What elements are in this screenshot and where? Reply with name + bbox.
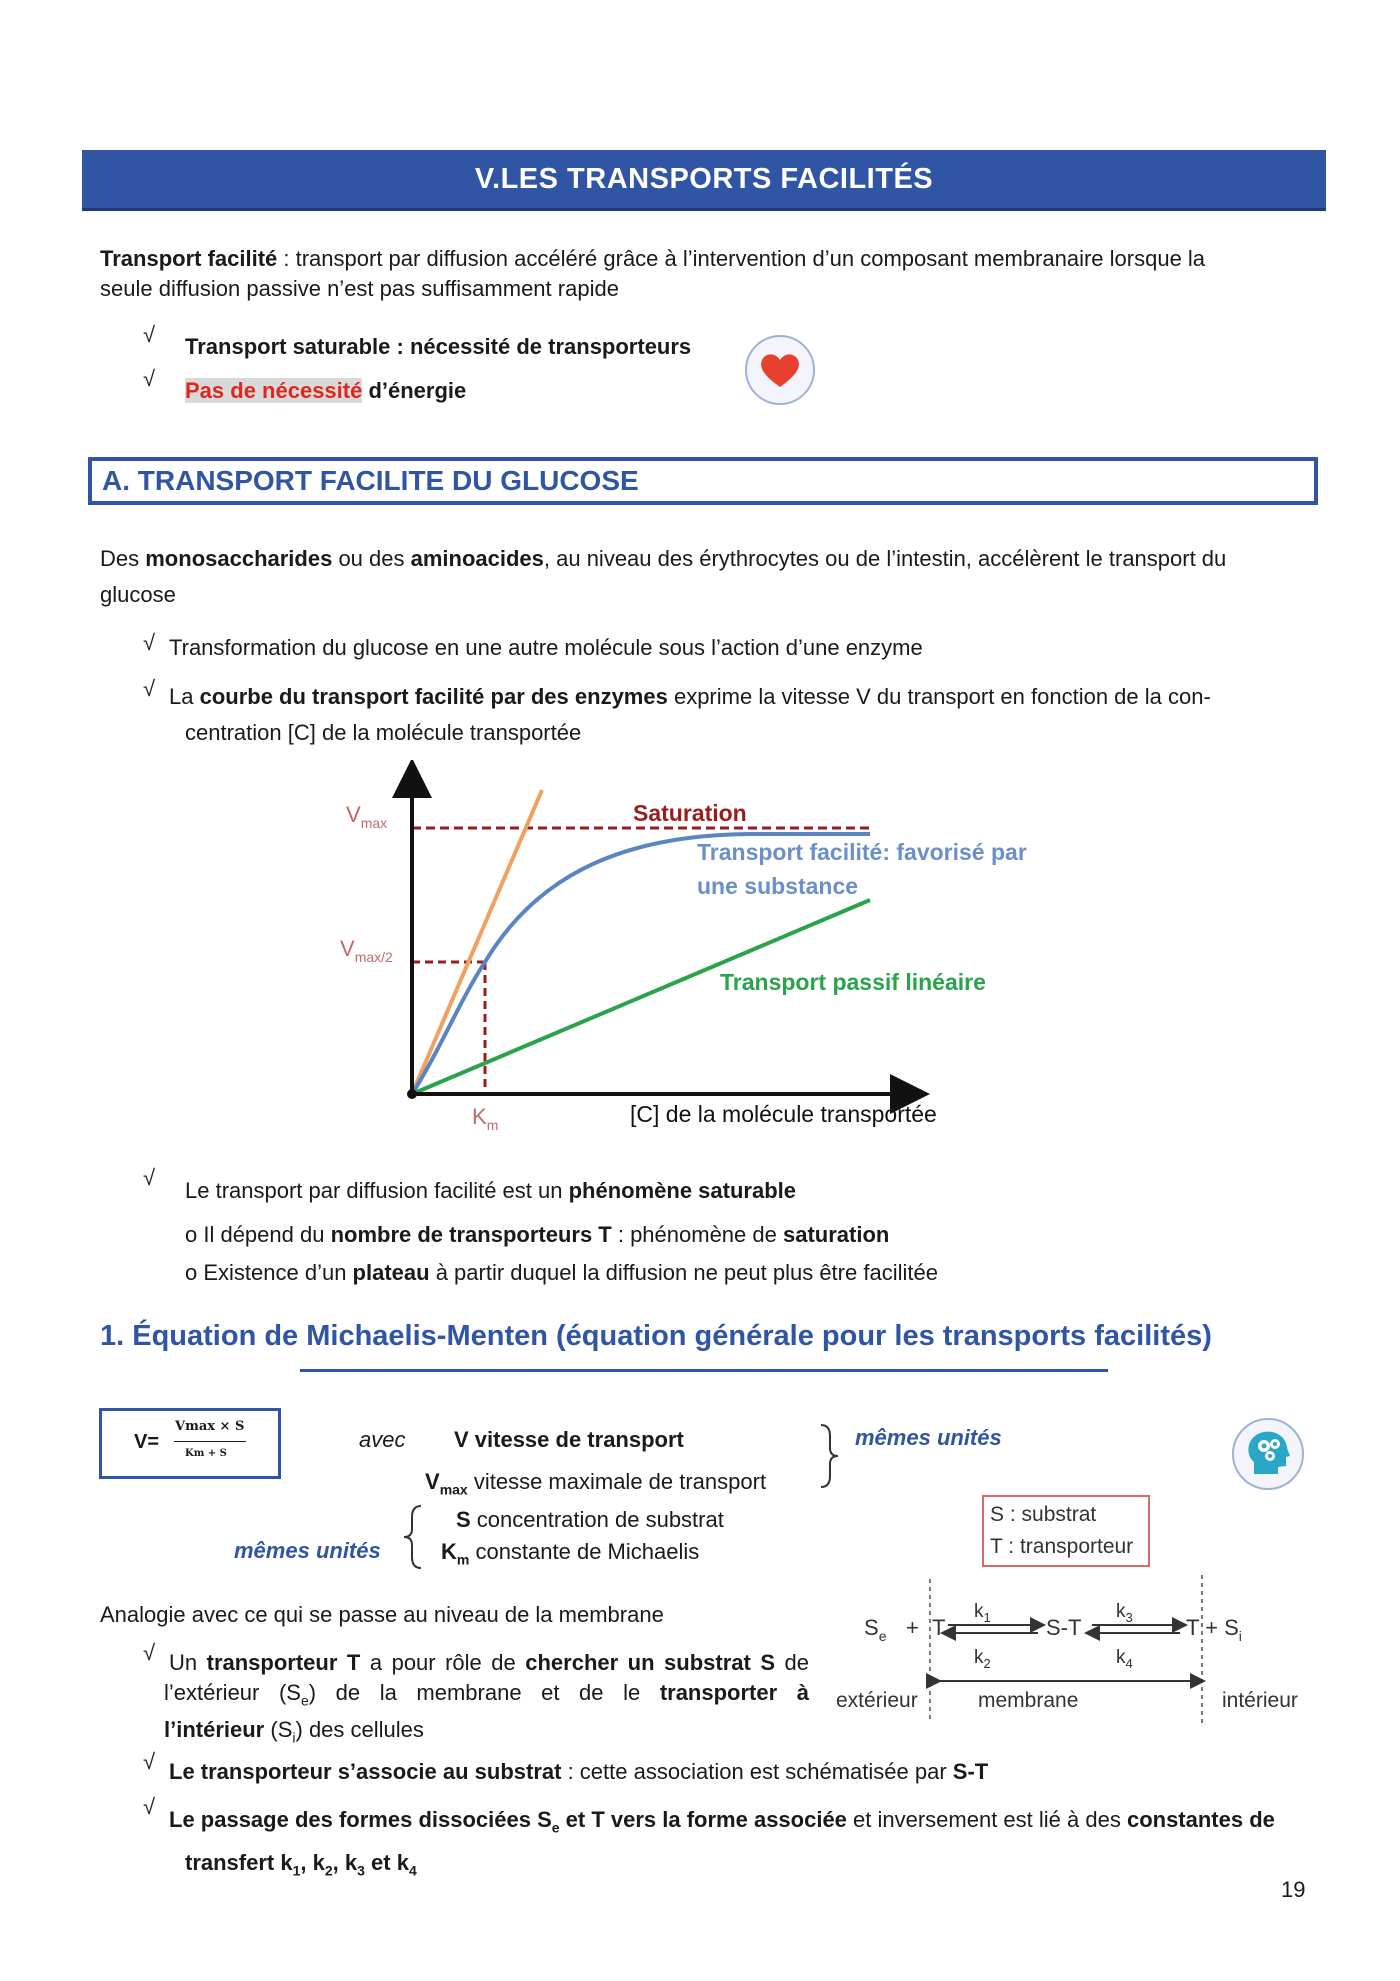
bullet-saturable: Transport saturable : nécessité de transporteurs — [185, 334, 692, 359]
svg-text:intérieur: intérieur — [1222, 1689, 1298, 1712]
svg-text:membrane: membrane — [978, 1689, 1079, 1712]
analogy-text: Analogie avec ce qui se passe au niveau de la membrane — [100, 1602, 664, 1627]
section-1-title: 1. Équation de Michaelis-Menten (équation générale pour les transports facilités) — [100, 1320, 1212, 1352]
bullet-saturable-phenomenon: Le transport par diffusion facilité est un phénomène saturable — [185, 1178, 796, 1203]
bullet-constants: Le passage des formes dissociées $S_e$ et T vers la forme associée et inversement est lié à des constantes de transfert $k_1$, $k_2$, $k_3$ et $k_4$ — [169, 1807, 1275, 1879]
check-icon: √ — [143, 1640, 156, 1665]
km-definition: $K_m$ constante de Michaelis — [441, 1539, 700, 1568]
vmax-definition: $V_{max}$ vitesse maximale de transport — [425, 1469, 767, 1498]
saturation-label: Saturation — [633, 800, 747, 826]
t-si-label: $T + S_i$ — [1186, 1615, 1242, 1644]
check-icon: √ — [143, 322, 156, 347]
check-icon: √ — [143, 1165, 156, 1190]
check-icon: √ — [143, 1749, 156, 1774]
svg-text:+: + — [906, 1615, 919, 1640]
membrane-scheme — [830, 1575, 1310, 1727]
intro-term: Transport facilité — [100, 246, 278, 271]
check-icon: √ — [143, 366, 156, 391]
se-label: $S_e$ — [864, 1615, 887, 1644]
k3-label: $k_3$ — [1116, 1601, 1133, 1625]
same-units-label: mêmes unités — [855, 1425, 1002, 1450]
brain-head-icon — [1230, 1416, 1306, 1492]
intro-paragraph: Transport facilité : transport par diffusion accéléré grâce à l’intervention d’un composant membranaire lorsque la seule diffusion passive n’est pas suffisamment rapide — [100, 246, 1206, 301]
same-units-label: mêmes unités — [234, 1538, 381, 1563]
vmax2-label: $V_{max/2}$ — [340, 936, 393, 965]
heart-icon — [743, 333, 817, 407]
vmax-label: $V_{max}$ — [346, 802, 388, 831]
michaelis-formula: V= Vmax × S Km + S — [99, 1408, 281, 1479]
bullet-curve: La courbe du transport facilité par des enzymes exprime la vitesse V du transport en fonction de la con- centration [C] de la molécule transportée — [169, 684, 1211, 745]
k1-label: $k_1$ — [974, 1601, 991, 1625]
v-definition: V vitesse de transport — [454, 1427, 684, 1452]
page-number: 19 — [1281, 1877, 1306, 1902]
km-label: $K_m$ — [472, 1104, 499, 1133]
svg-text:extérieur: extérieur — [836, 1689, 918, 1712]
s-definition: S concentration de substrat — [456, 1507, 724, 1532]
bullet-transformation: Transformation du glucose en une autre molécule sous l’action d’une enzyme — [169, 635, 923, 660]
check-icon: √ — [143, 1794, 156, 1819]
svg-text:S-T: S-T — [1046, 1615, 1082, 1640]
sub-bullet-transporters: o Il dépend du nombre de transporteurs T : phénomène de saturation — [185, 1222, 890, 1247]
avec-label: avec — [359, 1427, 406, 1452]
page-title: V.LES TRANSPORTS FACILITÉS — [82, 150, 1326, 211]
x-axis-label: [C] de la molécule transportée — [630, 1101, 937, 1127]
section-a-title: A. TRANSPORT FACILITE DU GLUCOSE — [88, 457, 1318, 505]
bullet-energy: Pas de nécessité d’énergie — [185, 378, 467, 403]
check-icon: √ — [143, 630, 156, 655]
passive-label: Transport passif linéaire — [720, 969, 986, 995]
para-a: Des monosaccharides ou des aminoacides, au niveau des érythrocytes ou de l’intestin, accélèrent le transport du glucose — [100, 546, 1227, 607]
k4-label: $k_4$ — [1116, 1647, 1133, 1671]
k2-label: $k_2$ — [974, 1647, 991, 1671]
scheme-legend-box: S : substrat T : transporteur — [982, 1495, 1150, 1567]
sub-bullet-plateau: o Existence d’un plateau à partir duquel la diffusion ne peut plus être facilitée — [185, 1260, 938, 1285]
brace-icon — [818, 1422, 842, 1490]
svg-text:T: T — [932, 1615, 946, 1640]
bullet-association: Le transporteur s’associe au substrat : cette association est schématisée par S-T — [169, 1759, 989, 1784]
facilitated-label-1: Transport facilité: favorisé par — [697, 839, 1027, 865]
bullet-transporter-role: Un transporteur T a pour rôle de chercher un substrat S de l’extérieur $(S_e)$ de la membrane et de le transporter à l’intérieur $(S_i)$ des cellules — [164, 1650, 809, 1746]
brace-icon — [400, 1503, 424, 1571]
title-underline — [300, 1369, 1108, 1372]
transport-chart — [330, 760, 1070, 1140]
check-icon: √ — [143, 676, 156, 701]
facilitated-label-2: une substance — [697, 873, 859, 899]
